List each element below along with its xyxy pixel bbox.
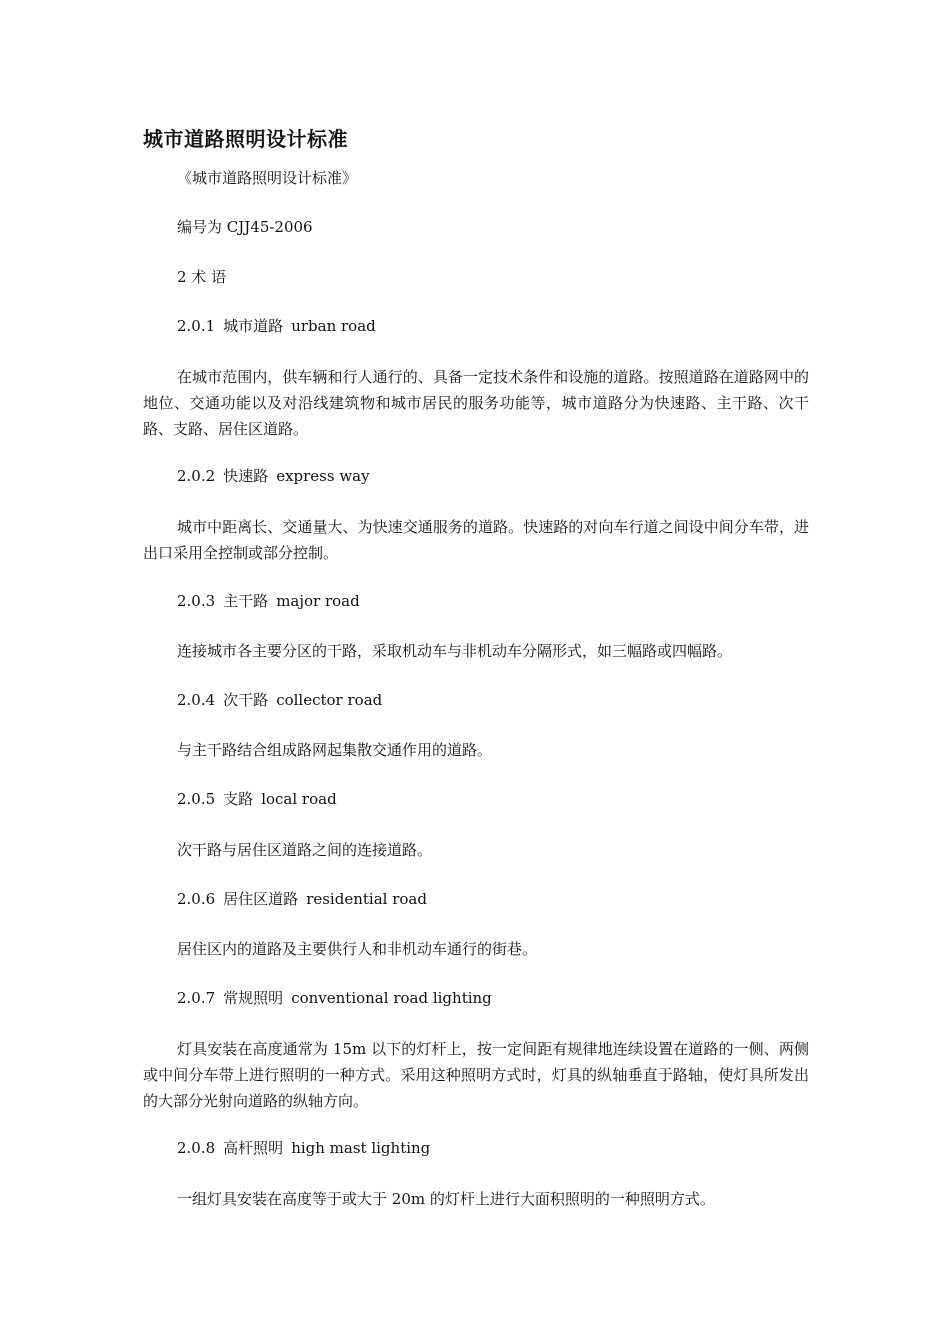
term-chinese-name: 快速路	[223, 467, 269, 485]
term-english-name: major road	[276, 592, 360, 610]
standard-code: 编号为 CJJ45-2006	[177, 218, 313, 236]
term-chinese-name: 支路	[223, 790, 254, 808]
document-subtitle: 《城市道路照明设计标准》	[177, 169, 358, 187]
term-definition-major-road: 连接城市各主要分区的干路，采取机动车与非机动车分隔形式，如三幅路或四幅路。	[177, 642, 733, 660]
term-english-name: conventional road lighting	[291, 989, 492, 1007]
term-definition-residential-road: 居住区内的道路及主要供行人和非机动车通行的街巷。	[177, 940, 538, 958]
term-number: 2.0.4	[177, 691, 216, 709]
term-definition-collector-road: 与主干路结合组成路网起集散交通作用的道路。	[177, 741, 493, 759]
term-heading-residential-road	[177, 887, 427, 912]
term-english-name: express way	[276, 467, 370, 485]
term-definition-urban-road: 在城市范围内，供车辆和行人通行的、具备一定技术条件和设施的道路。按照道路在道路网中的地位、交通功能以及对沿线建筑物和城市居民的服务功能等，城市道路分为快速路、主干路、次干路、支路、居住区道路。	[143, 368, 809, 438]
term-heading-urban-road	[177, 314, 376, 339]
term-number: 2.0.5	[177, 790, 216, 808]
term-heading-collector-road	[177, 688, 382, 713]
term-heading-conventional-lighting	[177, 986, 492, 1011]
term-definition-local-road: 次干路与居住区道路之间的连接道路。	[177, 841, 433, 859]
term-english-name: urban road	[291, 317, 376, 335]
term-english-name: collector road	[276, 691, 383, 709]
document-title: 城市道路照明设计标准	[143, 127, 348, 151]
term-chinese-name: 城市道路	[223, 317, 284, 335]
term-chinese-name: 主干路	[223, 592, 269, 610]
term-english-name: local road	[261, 790, 337, 808]
term-number: 2.0.6	[177, 890, 216, 908]
term-number: 2.0.7	[177, 989, 216, 1007]
term-english-name: residential road	[306, 890, 427, 908]
term-definition-conventional-lighting: 灯具安装在高度通常为 15m 以下的灯杆上，按一定间距有规律地连续设置在道路的一侧、两侧或中间分车带上进行照明的一种方式。采用这种照明方式时，灯具的纵轴垂直于路轴，使灯具所发出的大部分光射向道路的纵轴方向。	[143, 1040, 809, 1110]
term-definition-high-mast-lighting: 一组灯具安装在高度等于或大于 20m 的灯杆上进行大面积照明的一种照明方式。	[177, 1190, 715, 1208]
term-definition-express-way: 城市中距离长、交通量大、为快速交通服务的道路。快速路的对向车行道之间设中间分车带，进出口采用全控制或部分控制。	[143, 518, 809, 562]
term-heading-express-way	[177, 464, 370, 489]
term-heading-local-road	[177, 787, 337, 812]
term-heading-major-road	[177, 589, 360, 614]
term-number: 2.0.8	[177, 1139, 216, 1157]
term-chinese-name: 高杆照明	[223, 1139, 284, 1157]
term-number: 2.0.2	[177, 467, 216, 485]
term-number: 2.0.3	[177, 592, 216, 610]
term-chinese-name: 次干路	[223, 691, 269, 709]
chapter-heading: 2 术 语	[177, 268, 227, 286]
term-heading-high-mast-lighting	[177, 1136, 430, 1161]
term-chinese-name: 居住区道路	[223, 890, 299, 908]
term-english-name: high mast lighting	[291, 1139, 431, 1157]
term-number: 2.0.1	[177, 317, 216, 335]
term-chinese-name: 常规照明	[223, 989, 284, 1007]
